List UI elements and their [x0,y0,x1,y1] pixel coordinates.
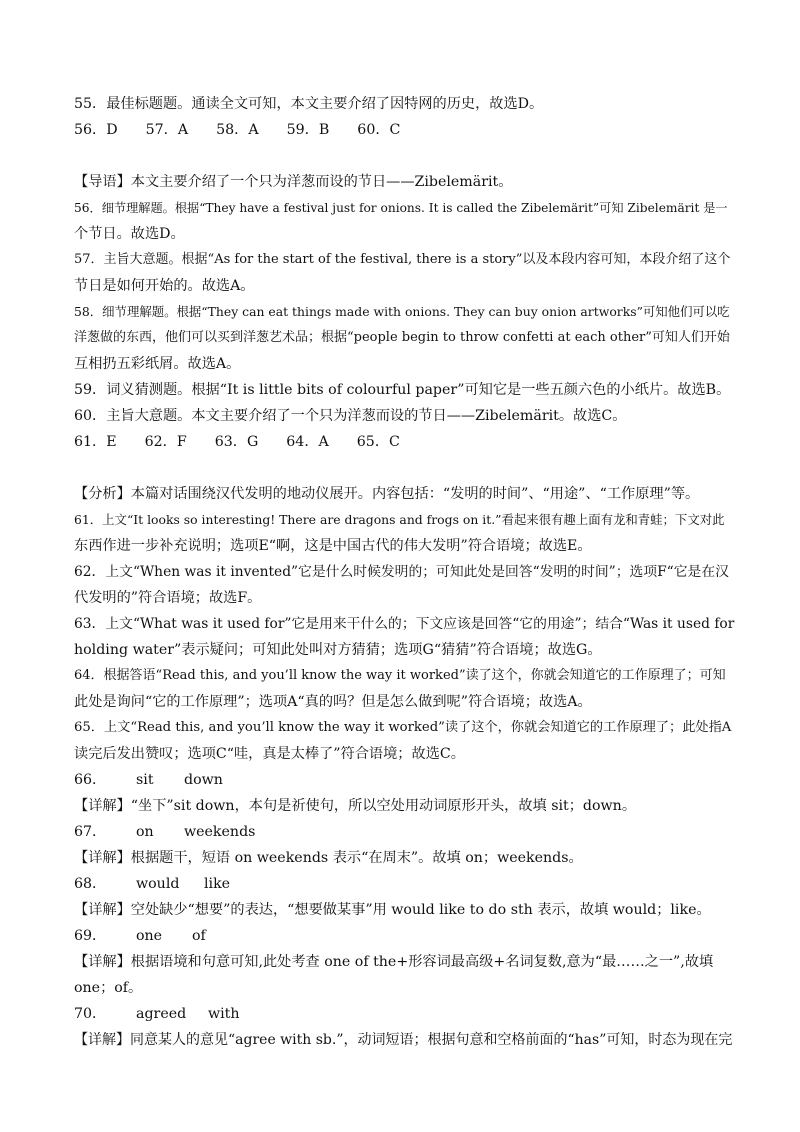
answer-70-word1: agreed [136,1006,187,1022]
detail-70: 【详解】同意某人的意见“agree with sb.”，动词短语；根据句意和空格前面的“has”可知，时态为现在完 [74,1032,733,1048]
explanation-62-line2: 代发明的”符合语境；故选F。 [74,590,262,606]
explanation-58-line1: 58．细节理解题。根据“They can eat things made with onions. They can buy onion artworks”可知他们可以吃 [74,304,730,319]
answer-66 [74,770,734,790]
explanation-62-line1: 62．上文“When was it invented”它是什么时候发明的；可知此处是回答“发明的时间”；选项F“它是在汉 [74,564,729,580]
answer-59: 59．B [286,122,330,138]
answer-66-number: 66． [74,772,107,788]
explanation-64-line2: 此处是询问“它的工作原理”；选项A“真的吗？但是怎么做到呢”符合语境；故选A。 [74,694,592,710]
answer-row-61-65 [74,432,734,452]
explanation-61-line1: 61．上文“It looks so interesting! There are dragons and frogs on it.”看起来很有趣上面有龙和青蛙；下文对此 [74,512,725,527]
detail-69-line1: 【详解】根据语境和句意可知,此处考查 one of the+形容词最高级+名词复数,意为“最……之一”,故填 [74,954,714,970]
answer-69 [74,926,734,946]
answer-69-word1: one [136,928,163,944]
answer-65: 65．C [356,434,400,450]
explanation-56-line1: 56．细节理解题。根据“They have a festival just for onions. It is called the Zibelemärit”可知 Zibelemärit 是一 [74,201,728,215]
explanation-58-line3: 互相扔五彩纸屑。故选A。 [74,356,241,372]
explanation-65-line1: 65．上文“Read this, and you’ll know the way it worked”读了这个，你就会知道它的工作原理了；此处指A [74,720,732,735]
explanation-58-line2: 洋葱做的东西，他们可以买到洋葱艺术品；根据“people begin to throw confetti at each other”可知人们开始 [74,330,730,345]
explanation-63-line1: 63．上文“What was it used for”它是用来干什么的；下文应该是回答“它的用途”；结合“Was it used for [74,616,735,632]
analysis-intro: 【分析】本篇对话围绕汉代发明的地动仪展开。内容包括：“发明的时间”、“用途”、“工作原理”等。 [74,486,700,502]
explanation-55: 55．最佳标题题。通读全文可知，本文主要介绍了因特网的历史，故选D。 [74,96,544,112]
explanation-64-line1: 64．根据答语“Read this, and you’ll know the way it worked”读了这个，你就会知道它的工作原理了；可知 [74,668,726,683]
answer-60: 60．C [357,122,401,138]
answer-67 [74,822,734,842]
answer-69-word2: of [192,928,206,944]
answer-57: 57．A [145,122,189,138]
answer-66-word2: down [184,772,223,788]
answer-70-number: 70． [74,1006,107,1022]
detail-66: 【详解】“坐下”sit down，本句是祈使句，所以空处用动词原形开头，故填 sit；down。 [74,798,637,814]
answer-68-word2: like [204,876,231,892]
answer-64: 64．A [286,434,329,450]
explanation-63-line2: holding water”表示疑问；可知此处叫对方猜猜；选项G“猜猜”符合语境；故选G。 [74,642,602,658]
explanation-60: 60．主旨大意题。本文主要介绍了一个只为洋葱而设的节日——Zibelemärit。故选C。 [74,408,627,424]
answer-70 [74,1004,734,1024]
answer-67-number: 67． [74,824,107,840]
answer-63: 63．G [214,434,259,450]
detail-69-line2: one；of。 [74,980,143,996]
explanation-59: 59．词义猜测题。根据“It is little bits of colourful paper”可知它是一些五颜六色的小纸片。故选B。 [74,382,731,398]
answer-67-word2: weekends [184,824,256,840]
answer-70-word2: with [208,1006,240,1022]
answer-56: 56．D [74,122,118,138]
answer-68-number: 68． [74,876,107,892]
explanation-65-line2: 读完后发出赞叹；选项C“哇，真是太棒了”符合语境；故选C。 [74,746,465,762]
answer-68-word1: would [136,876,180,892]
guide-intro: 【导语】本文主要介绍了一个只为洋葱而设的节日——Zibelemärit。 [74,174,513,190]
answer-62: 62．F [144,434,187,450]
answer-66-word1: sit [136,772,154,788]
explanation-61-line2: 东西作进一步补充说明；选项E“啊，这是中国古代的伟大发明”符合语境；故选E。 [74,538,592,554]
answer-68 [74,874,734,894]
answer-61: 61．E [74,434,117,450]
detail-68: 【详解】空处缺少“想要”的表达，“想要做某事”用 would like to do sth 表示，故填 would；like。 [74,902,711,918]
explanation-57-line1: 57．主旨大意题。根据“As for the start of the festival, there is a story”以及本段内容可知，本段介绍了这个 [74,252,731,267]
answer-67-word1: on [136,824,154,840]
answer-69-number: 69． [74,928,107,944]
explanation-57-line2: 节日是如何开始的。故选A。 [74,278,255,294]
explanation-56-line2: 个节日。故选D。 [74,226,185,242]
answer-58: 58．A [216,122,259,138]
detail-67: 【详解】根据题干，短语 on weekends 表示“在周末”。故填 on；weekends。 [74,850,583,866]
answer-row-56-60 [74,120,734,140]
